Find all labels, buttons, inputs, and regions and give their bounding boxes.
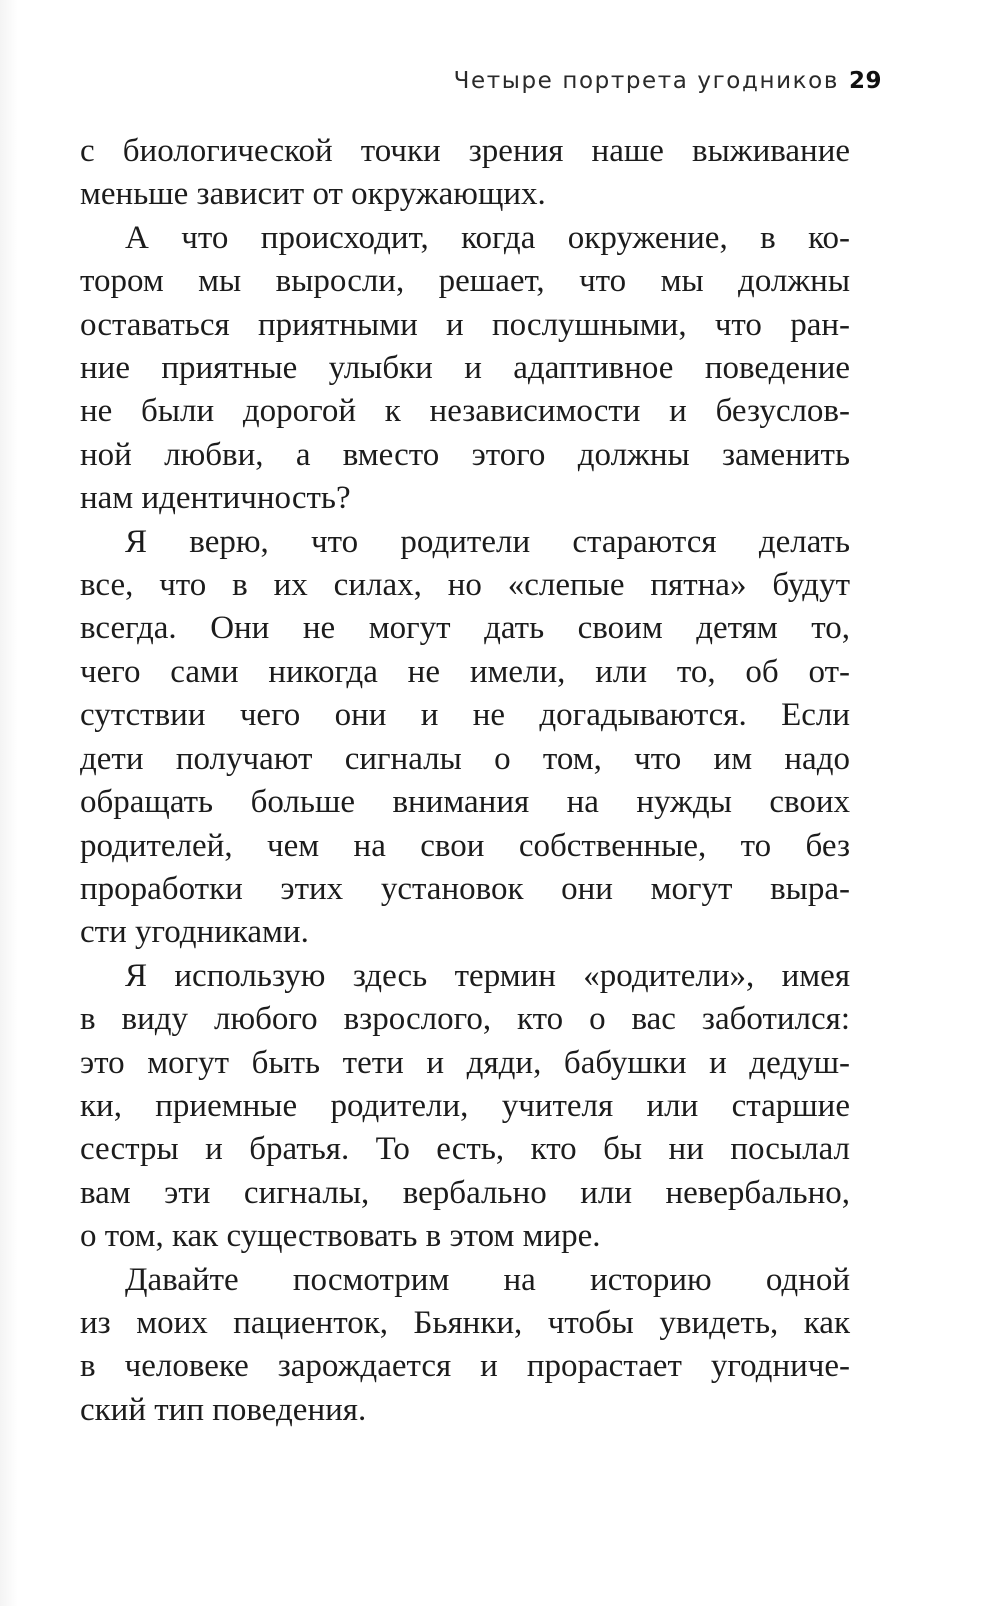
text-line: в виду любого взрослого, кто о вас заботился: [80, 1001, 850, 1038]
text-line: это могут быть тети и дяди, бабушки и дедуш- [80, 1044, 850, 1081]
text-line: меньше зависит от окружающих. [80, 176, 546, 213]
paragraph [80, 1259, 850, 1433]
text-line: сестры и братья. То есть, кто бы ни посылал [80, 1131, 850, 1168]
text-line: сти угодниками. [80, 914, 309, 951]
text-line: родителей, чем на свои собственные, то без [80, 827, 850, 864]
text-line: Я верю, что родители стараются делать [125, 523, 850, 560]
text-line: А что происходит, когда окружение, в ко- [125, 219, 850, 256]
text-line: тором мы выросли, решает, что мы должны [80, 263, 850, 300]
paragraph [80, 217, 850, 521]
text-line: в человеке зарождается и прорастает угодниче- [80, 1348, 850, 1385]
text-line: все, что в их силах, но «слепые пятна» будут [80, 567, 850, 604]
paragraph [80, 521, 850, 955]
text-line: о том, как существовать в этом мире. [80, 1218, 601, 1255]
text-line: оставаться приятными и послушными, что ран- [80, 306, 850, 343]
text-line: вам эти сигналы, вербально или невербально, [80, 1174, 850, 1211]
text-line: нам идентичность? [80, 480, 351, 517]
text-line: ский тип поведения. [80, 1391, 367, 1428]
text-line: всегда. Они не могут дать своим детям то, [80, 610, 850, 647]
body-text [80, 130, 850, 1432]
text-line: чего сами никогда не имели, или то, об от- [80, 653, 850, 690]
text-line: обращать больше внимания на нужды своих [80, 784, 850, 821]
text-line: проработки этих установок они могут выра- [80, 870, 850, 907]
paragraph [80, 955, 850, 1259]
text-line: с биологической точки зрения наше выживание [80, 133, 850, 169]
paragraph [80, 130, 850, 217]
text-line: из моих пациенток, Бьянки, чтобы увидеть, как [80, 1304, 850, 1341]
text-line: ки, приемные родители, учителя или старшие [80, 1087, 850, 1124]
text-line: ние приятные улыбки и адаптивное поведение [80, 350, 850, 387]
text-line: Я использую здесь термин «родители», имея [125, 957, 850, 994]
running-title: Четыре портрета угодников [453, 68, 839, 94]
page-number: 29 [848, 68, 882, 94]
text-line: сутствии чего они и не догадываются. Если [80, 697, 850, 734]
text-line: ной любви, а вместо этого должны заменить [80, 436, 850, 473]
text-line: дети получают сигналы о том, что им надо [80, 740, 850, 777]
running-head [454, 68, 882, 94]
text-line: не были дорогой к независимости и безуслов- [80, 393, 850, 430]
text-line: Давайте посмотрим на историю одной [125, 1261, 850, 1298]
